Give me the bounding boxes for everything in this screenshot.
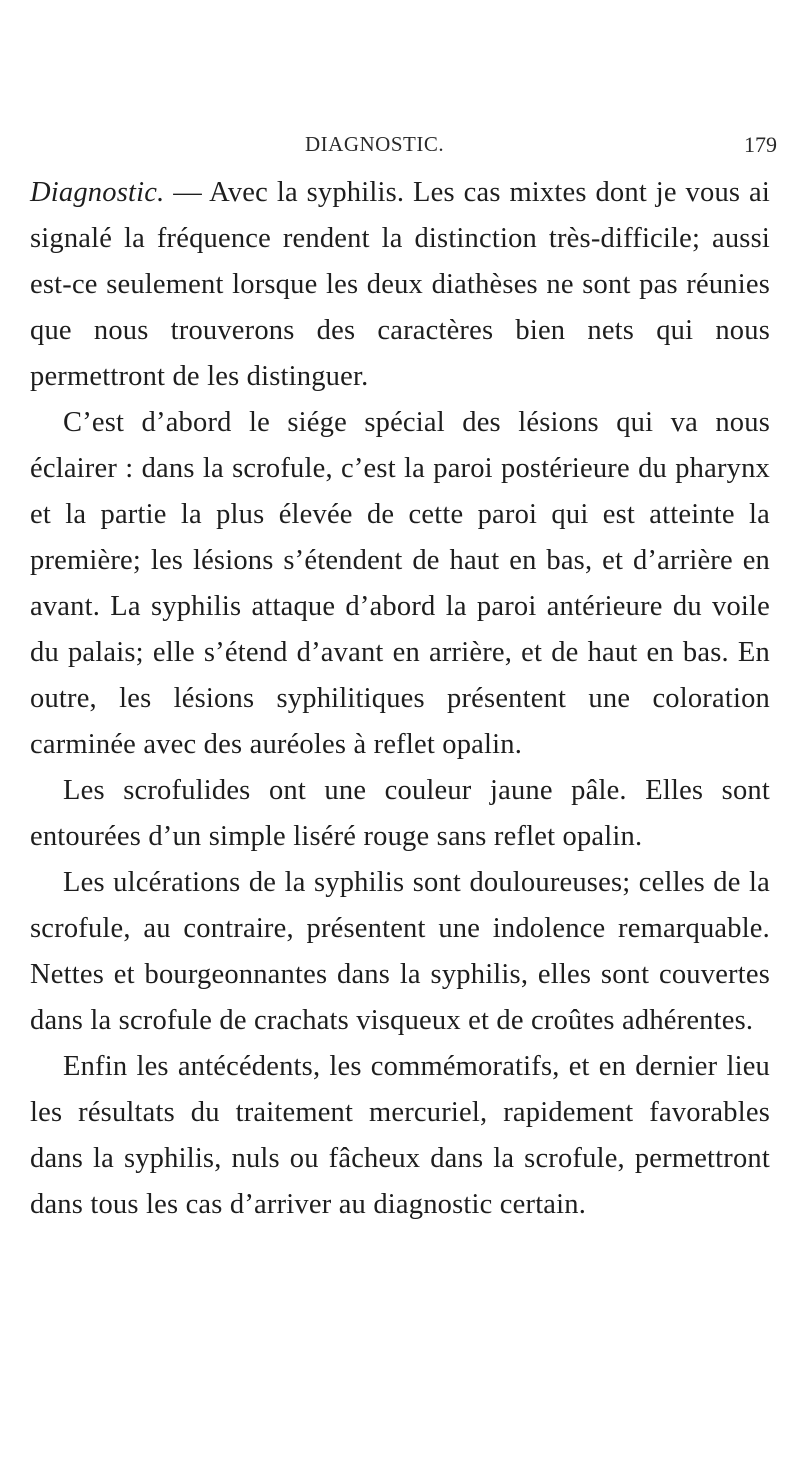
paragraph-2: C’est d’abord le siége spécial des lésions qui va nous éclairer : dans la scrofule, c’est la paroi postérieure du pharynx et la partie la plus élevée de cette paroi qui est atteinte la première; les lésions s’étendent de haut en bas, et d’arrière en avant. La syphilis attaque d’abord la paroi antérieure du voile du palais; elle s’étend d’avant en arrière, et de haut en bas. En outre, les lésions syphilitiques présentent une coloration carminée avec des auréoles à reflet opalin. — [30, 407, 770, 760]
section-lead: Diagnostic. — [30, 177, 165, 208]
body-text — [30, 170, 770, 1228]
running-header — [0, 132, 800, 160]
running-title: DIAGNOSTIC. — [305, 132, 445, 156]
paragraph-diagnostic — [30, 170, 770, 400]
paragraph-3: Les scrofulides ont une couleur jaune pâle. Elles sont entourées d’un simple liséré rouge sans reflet opalin. — [30, 775, 770, 852]
page-number: 179 — [744, 132, 777, 157]
paragraph-4: Les ulcérations de la syphilis sont douloureuses; celles de la scrofule, au contraire, présentent une indolence remarquable. Nettes et bourgeonnantes dans la syphilis, elles sont couvertes dans la scrofule de crachats visqueux et de croûtes adhérentes. — [30, 867, 770, 1036]
paragraph-5: Enfin les antécédents, les commémoratifs, et en dernier lieu les résultats du traitement mercuriel, rapidement favorables dans la syphilis, nuls ou fâcheux dans la scrofule, permettront dans tous les cas d’arriver au diagnostic certain. — [30, 1051, 770, 1220]
paragraph-1-text: — Avec la syphilis. Les cas mixtes dont je vous ai signalé la fréquence rendent la distinction très-difficile; aussi est-ce seulement lorsque les deux diathèses ne sont pas réunies que nous trouverons des caractères bien nets qui nous permettront de les distinguer. — [30, 177, 770, 392]
